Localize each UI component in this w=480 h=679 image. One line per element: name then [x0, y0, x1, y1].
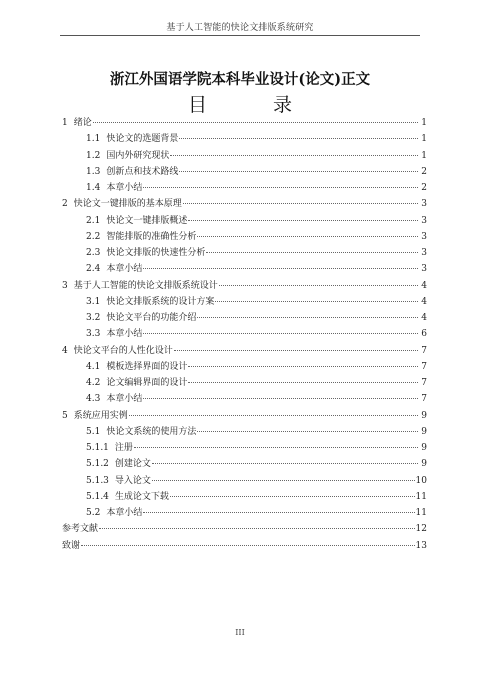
toc-entry[interactable] [62, 180, 427, 196]
toc-entry-page: 9 [421, 426, 427, 437]
toc-entry-label: 注册 [114, 443, 133, 453]
toc-dot-leader [219, 285, 418, 286]
toc-entry-number: 5 [62, 410, 68, 421]
toc-entry-number: 3.2 [86, 313, 101, 323]
toc-dot-leader [197, 236, 418, 237]
toc-dot-leader [93, 122, 418, 123]
toc-entry-number: 2.4 [86, 264, 101, 275]
toc-entry-label: 快论文排版系统的设计方案 [106, 296, 215, 307]
toc-entry[interactable] [62, 245, 427, 261]
toc-entry-page: 3 [421, 264, 427, 275]
toc-entry[interactable] [62, 375, 427, 391]
toc-entry-page: 1 [421, 118, 427, 128]
toc-dot-leader [99, 528, 415, 529]
toc-entry-page: 7 [421, 378, 427, 388]
toc-entry-page: 9 [421, 459, 427, 470]
toc-entry-number: 5.1.3 [86, 475, 109, 486]
toc-entry-page: 9 [421, 443, 427, 453]
toc-entry-page: 3 [421, 248, 427, 258]
toc-entry-number: 5.1.2 [86, 459, 109, 470]
header-rule [60, 35, 420, 36]
toc-entry-page: 10 [415, 475, 427, 486]
toc-entry[interactable] [62, 294, 427, 310]
toc-entry-number: 5.2 [86, 508, 101, 518]
toc-entry-label: 快论文一键排版概述 [106, 215, 188, 226]
toc-entry-number: 1.4 [86, 183, 101, 193]
toc-entry-page: 4 [421, 313, 427, 323]
toc-dot-leader [170, 155, 418, 156]
running-header: 基于人工智能的快论文排版系统研究 [166, 23, 314, 33]
toc-entry-number: 5.1.4 [86, 491, 109, 502]
toc-entry-label: 基于人工智能的快论文排版系统设计 [73, 280, 218, 291]
toc-entry-number: 2.1 [86, 215, 101, 226]
toc-entry[interactable] [62, 440, 427, 456]
toc-entry-label: 生成论文下载 [114, 491, 169, 502]
toc-dot-leader [134, 447, 418, 448]
toc-entry-label: 绪论 [73, 118, 92, 128]
toc-entry[interactable] [62, 424, 427, 440]
toc-entry-number: 3.1 [86, 296, 101, 307]
toc-heading: 目 录 [187, 94, 323, 116]
toc-entry-page: 3 [421, 199, 427, 210]
toc-entry-label: 快论文一键排版的基本原理 [73, 199, 182, 210]
toc-entry-label: 创新点和技术路线 [106, 166, 179, 177]
toc-entry-number: 2 [62, 199, 68, 210]
toc-dot-leader [206, 252, 418, 253]
toc-entry[interactable] [62, 229, 427, 245]
toc-entry-label: 导入论文 [114, 475, 151, 486]
toc-entry-number: 5.1.1 [86, 443, 109, 453]
toc-dot-leader [188, 366, 418, 367]
toc-entry-page: 4 [421, 280, 427, 291]
toc-entry-page: 7 [421, 361, 427, 372]
toc-entry-number: 5.1 [86, 426, 101, 437]
toc-entry-number: 4.1 [86, 361, 101, 372]
toc-entry-label: 智能排版的准确性分析 [106, 231, 197, 242]
document-title: 浙江外国语学院本科毕业设计(论文)正文 [109, 71, 371, 88]
toc-entry-label: 快论文系统的使用方法 [106, 426, 197, 437]
toc-entry[interactable] [62, 326, 427, 342]
toc-dot-leader [143, 333, 418, 334]
toc-entry-page: 2 [421, 166, 427, 177]
toc-entry[interactable] [62, 148, 427, 164]
toc-entry[interactable] [62, 489, 427, 505]
toc-entry[interactable] [62, 505, 427, 521]
toc-entry-page: 6 [421, 329, 427, 340]
toc-entry-number: 1.1 [86, 134, 101, 145]
toc-dot-leader [179, 138, 418, 139]
toc-dot-leader [81, 545, 415, 546]
toc-dot-leader [152, 463, 418, 464]
toc-entry-label: 本章小结 [106, 329, 143, 340]
toc-entry-label: 快论文的选题背景 [106, 134, 179, 145]
toc-dot-leader [143, 398, 418, 399]
toc-entry-number: 1.2 [86, 150, 101, 161]
toc-dot-leader [143, 512, 414, 513]
toc-entry[interactable] [62, 456, 427, 472]
toc-entry-label: 国内外研究现状 [106, 150, 170, 161]
toc-entry[interactable] [62, 359, 427, 375]
toc-entry-page: 11 [415, 491, 427, 502]
page-number: III [235, 628, 245, 637]
toc-dot-leader [188, 220, 418, 221]
toc-entry[interactable] [62, 131, 427, 147]
toc-dot-leader [197, 431, 418, 432]
toc-entry-label: 快论文平台的功能介绍 [106, 313, 197, 323]
toc-dot-leader [143, 187, 418, 188]
toc-entry-page: 11 [415, 508, 427, 518]
toc-dot-leader [170, 496, 415, 497]
toc-dot-leader [197, 317, 418, 318]
toc-entry-number: 4.3 [86, 394, 101, 405]
toc-entry-number: 1.3 [86, 166, 101, 177]
toc-entry-page: 1 [421, 150, 427, 161]
toc-entry[interactable] [62, 391, 427, 407]
toc-dot-leader [129, 415, 418, 416]
toc-entry-label: 系统应用实例 [73, 410, 128, 421]
toc-entry[interactable] [62, 164, 427, 180]
toc-entry-page: 7 [421, 394, 427, 405]
toc-entry-page: 4 [421, 296, 427, 307]
toc-entry[interactable] [62, 310, 427, 326]
toc-dot-leader [183, 203, 418, 204]
toc-entry-label: 本章小结 [106, 508, 143, 518]
toc-entry-number: 4 [62, 345, 68, 356]
table-of-contents [62, 115, 427, 554]
toc-entry[interactable] [62, 473, 427, 489]
toc-entry-label: 快论文平台的人性化设计 [73, 345, 173, 356]
toc-entry-label: 本章小结 [106, 183, 143, 193]
toc-entry-page: 1 [421, 134, 427, 145]
toc-entry[interactable] [62, 408, 427, 424]
toc-dot-leader [179, 171, 418, 172]
toc-entry-label: 创建论文 [114, 459, 151, 470]
toc-entry[interactable] [62, 213, 427, 229]
toc-dot-leader [174, 350, 418, 351]
toc-entry-number: 2.3 [86, 248, 101, 258]
toc-entry[interactable] [62, 343, 427, 359]
toc-entry-label: 致谢 [62, 540, 81, 551]
toc-dot-leader [188, 382, 418, 383]
toc-entry-label: 论文编辑界面的设计 [106, 378, 188, 388]
toc-entry-label: 本章小结 [106, 264, 143, 275]
toc-dot-leader [152, 480, 415, 481]
toc-entry-page: 3 [421, 231, 427, 242]
toc-entry-number: 3.3 [86, 329, 101, 340]
toc-entry[interactable] [62, 278, 427, 294]
toc-entry-number: 3 [62, 280, 68, 291]
toc-entry-label: 模板选择界面的设计 [106, 361, 188, 372]
toc-entry-page: 9 [421, 410, 427, 421]
toc-entry-number: 1 [62, 118, 68, 128]
toc-entry[interactable] [62, 521, 427, 537]
toc-entry-label: 快论文排版的快速性分析 [106, 248, 206, 258]
toc-entry-page: 7 [421, 345, 427, 356]
toc-entry-number: 2.2 [86, 231, 101, 242]
toc-entry-number: 4.2 [86, 378, 101, 388]
toc-entry-page: 3 [421, 215, 427, 226]
toc-entry-page: 13 [415, 540, 427, 551]
toc-entry-label: 参考文献 [62, 524, 99, 535]
toc-entry-page: 12 [415, 524, 427, 535]
toc-entry[interactable] [62, 261, 427, 277]
toc-entry-label: 本章小结 [106, 394, 143, 405]
toc-dot-leader [143, 268, 418, 269]
toc-entry[interactable] [62, 538, 427, 554]
toc-entry[interactable] [62, 196, 427, 212]
toc-entry[interactable] [62, 115, 427, 131]
toc-dot-leader [215, 301, 418, 302]
toc-entry-page: 2 [421, 183, 427, 193]
